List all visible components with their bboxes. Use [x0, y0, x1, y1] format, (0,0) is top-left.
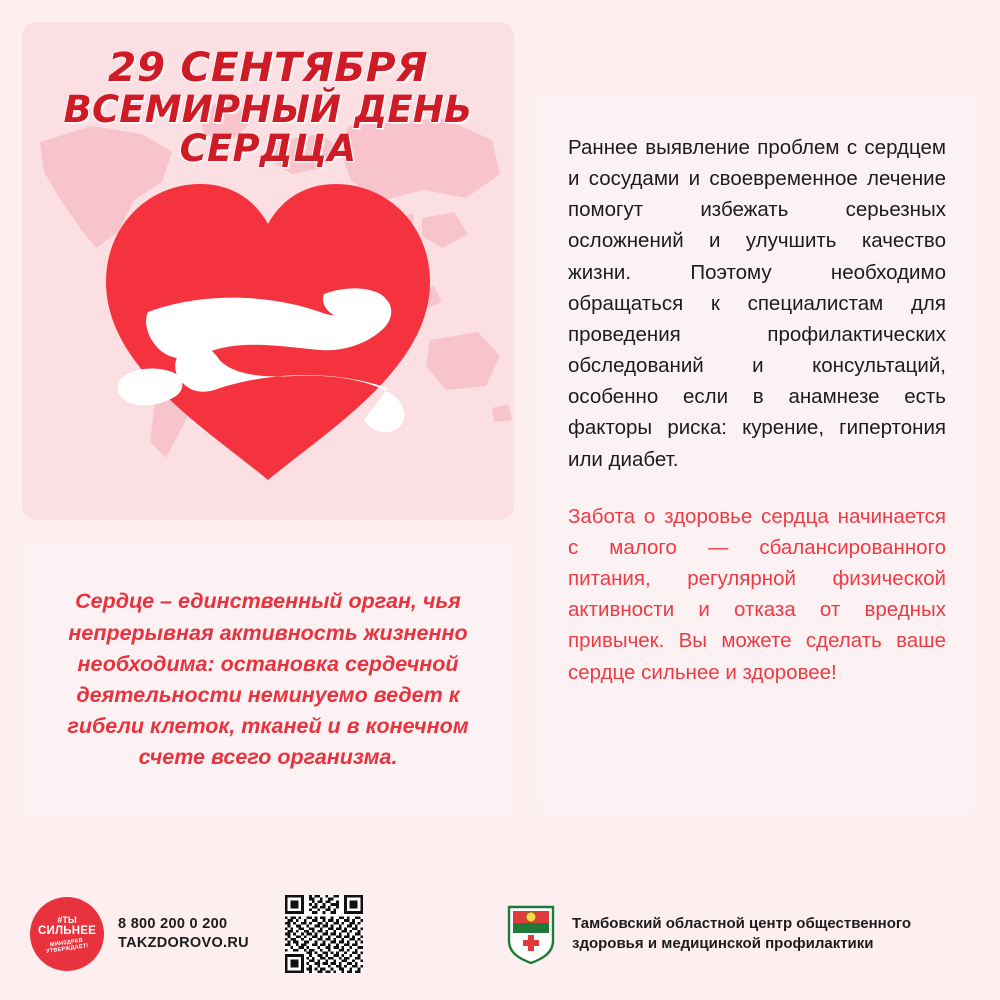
badge-tagline: МИНЗДРАВ УТВЕРЖДАЕТ!: [45, 937, 89, 955]
right-column: [536, 22, 978, 814]
hero-heading: ВСЕМИРНЫЙ ДЕНЬ СЕРДЦА: [63, 87, 473, 170]
footer-right-group: [506, 903, 970, 965]
website-url[interactable]: TAKZDOROVO.RU: [118, 935, 249, 951]
takzdorovo-badge-icon: [30, 897, 104, 971]
hotline-phone: 8 800 200 0 200: [118, 916, 228, 933]
footer: [0, 868, 1000, 1000]
contact-block: [118, 915, 249, 953]
qr-code-icon[interactable]: [285, 895, 363, 973]
badge-strong: СИЛЬНЕЕ: [38, 924, 96, 937]
hero-art: [22, 162, 514, 492]
left-column: [22, 22, 514, 818]
quote-text: Сердце – единственный орган, чья непрерывная активность жизненно необходима: остановка сердечной деятельности неминуемо ведет к гибели клеток, тканей и в конечном счете всего организма.: [67, 589, 469, 770]
main-paragraph-1: Раннее выявление проблем с сердцем и сосудами и своевременное лечение помогут избежать серьезных осложнений и улучшить качество жизни. Поэтому необходимо обращаться к специалистам для проведения профилактических обследований и консультаций, особенно если в анамнезе есть факторы риска: курение, гипертония или диабет.: [568, 136, 946, 471]
heart-with-hug-hands-icon: [88, 162, 448, 492]
hero-date: 29 СЕНТЯБРЯ: [107, 45, 429, 91]
main-text-card: [536, 94, 978, 814]
main-paragraph-2: Забота о здоровье сердца начинается с малого — сбалансированного питания, регулярной физической активности и отказа от вредных привычек. Вы можете сделать ваше сердце сильнее и здоровее!: [568, 504, 946, 684]
badge-hash: #ТЫ: [57, 914, 77, 925]
poster-grid: [22, 22, 978, 818]
organization-name: Тамбовский областной центр общественного здоровья и медицинской профилактики: [572, 914, 912, 952]
hero-title-block: [22, 22, 514, 168]
quote-card: [22, 542, 514, 818]
tambov-health-center-logo-icon: [506, 903, 556, 965]
footer-left-group: [30, 895, 363, 973]
hero-card: [22, 22, 514, 520]
